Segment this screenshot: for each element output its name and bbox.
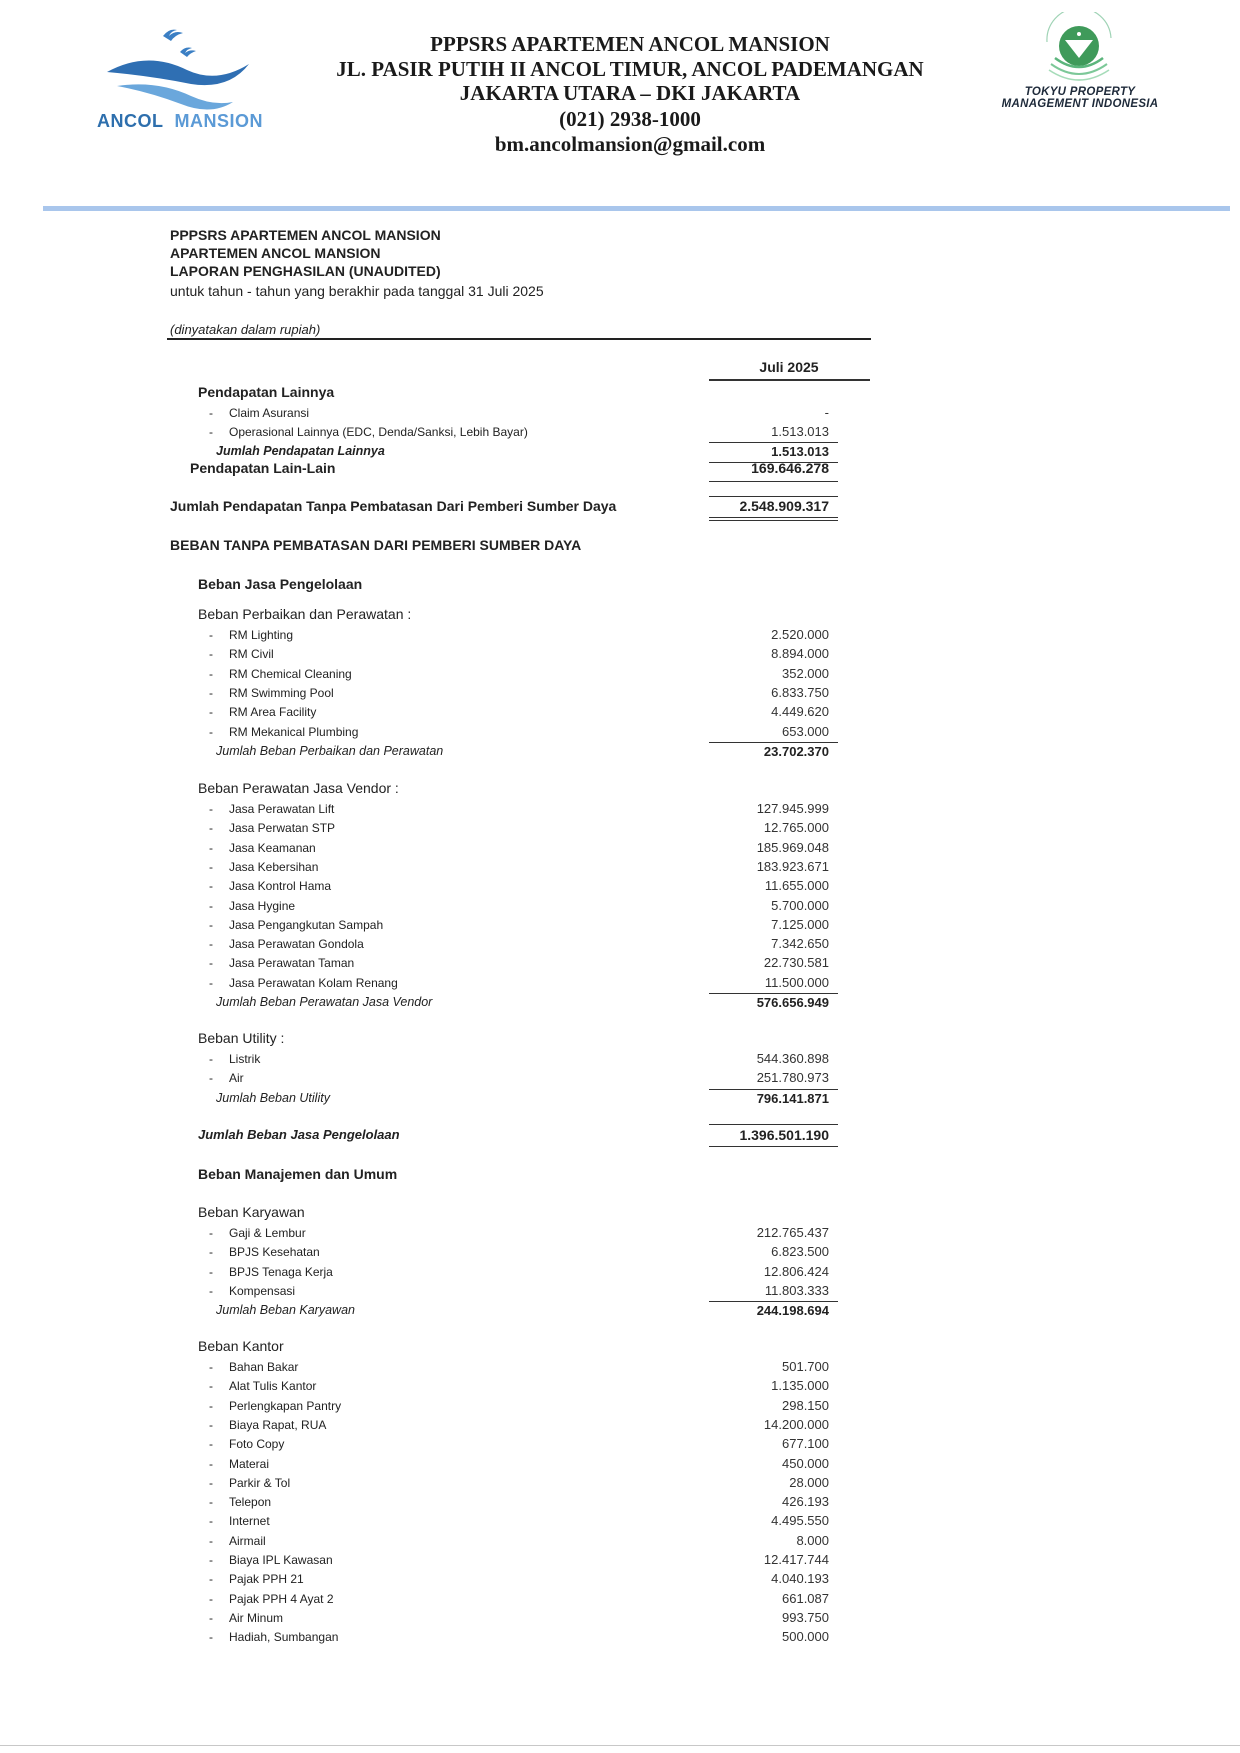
employee-item-label: BPJS Tenaga Kerja [229, 1264, 333, 1279]
office-heading [0, 1338, 1240, 1357]
bullet-dash: - [209, 1475, 213, 1490]
column-header-rule [709, 379, 870, 381]
utility-item-label: Listrik [229, 1052, 261, 1066]
vendor-item-value: 12.765.000 [763, 820, 829, 836]
unit-note: (dinyatakan dalam rupiah) [170, 322, 321, 337]
office-item-label: Telepon [229, 1495, 272, 1510]
office-item-value: 4.495.550 [771, 1513, 829, 1529]
vendor-item-value: 7.342.650 [771, 936, 829, 952]
bullet-dash: - [209, 840, 213, 855]
bullet-dash: - [209, 1553, 213, 1567]
tokyu-logo-text [975, 86, 1185, 110]
bullet-dash: - [209, 898, 213, 913]
employee-item-value: 12.806.424 [763, 1263, 829, 1279]
bullet-dash: - [209, 647, 213, 662]
double-rule [709, 520, 838, 521]
management-services-heading [0, 576, 1240, 595]
employee-item-label: BPJS Kesehatan [229, 1245, 320, 1260]
vendor-item [0, 877, 1240, 896]
vendor-heading [0, 780, 1240, 799]
repair-item-label: RM Swimming Pool [229, 685, 334, 700]
column-header: Juli 2025 [759, 359, 819, 375]
vendor-item-value: 11.655.000 [764, 878, 829, 894]
income-total-value: 2.548.909.317 [739, 498, 829, 514]
office-item [0, 1397, 1240, 1416]
office-item [0, 1416, 1240, 1435]
other-income-total-label: Jumlah Pendapatan Lainnya [216, 444, 385, 458]
employee-item [0, 1282, 1240, 1301]
vendor-item-label: Jasa Hygine [229, 898, 296, 913]
other-income-heading-label: Pendapatan Lainnya [198, 384, 335, 400]
page-bottom-edge [0, 1745, 1240, 1746]
office-item-label: Materai [229, 1456, 270, 1471]
repair-total-label: Jumlah Beban Perbaikan dan Perawatan [216, 743, 444, 758]
office-item [0, 1551, 1240, 1570]
letterhead-divider [43, 206, 1230, 211]
office-item-label: Foto Copy [229, 1437, 285, 1452]
office-item [0, 1628, 1240, 1647]
bullet-dash: - [209, 1495, 213, 1510]
bullet-dash: - [209, 1226, 213, 1240]
report-title-2: APARTEMEN ANCOL MANSION [170, 245, 381, 261]
employee-item-label: Kompensasi [229, 1283, 296, 1298]
repair-item-label: RM Area Facility [229, 705, 317, 720]
vendor-item-label: Jasa Perawatan Lift [229, 802, 335, 816]
vendor-item-label: Jasa Kontrol Hama [229, 879, 332, 894]
total-rule-top [709, 1124, 838, 1125]
expense-section-title-label: BEBAN TANPA PEMBATASAN DARI PEMBERI SUMBER DAYA [170, 537, 582, 553]
office-item-label: Internet [229, 1514, 270, 1529]
bullet-dash: - [209, 666, 213, 681]
office-item [0, 1512, 1240, 1531]
general-admin-heading [0, 1166, 1240, 1185]
office-heading-label: Beban Kantor [198, 1338, 284, 1354]
other-income-heading [0, 384, 1240, 403]
bullet-dash: - [209, 425, 213, 439]
misc-income-label: Pendapatan Lain-Lain [190, 460, 336, 476]
logo-word-ancol: ANCOL [97, 111, 164, 131]
office-item-value: 501.700 [782, 1359, 829, 1374]
office-item-value: 1.135.000 [771, 1378, 829, 1394]
utility-item [0, 1050, 1240, 1069]
vendor-total-label: Jumlah Beban Perawatan Jasa Vendor [216, 995, 433, 1009]
employee-heading-label: Beban Karyawan [198, 1204, 305, 1220]
bullet-dash: - [209, 628, 213, 642]
repair-heading [0, 606, 1240, 625]
report-title-1: PPPSRS APARTEMEN ANCOL MANSION [170, 227, 441, 243]
bullet-dash: - [209, 1533, 213, 1548]
vendor-item-value: 185.969.048 [756, 839, 829, 855]
office-item-label: Airmail [229, 1533, 266, 1548]
bullet-dash: - [209, 1360, 213, 1374]
double-rule [709, 517, 838, 518]
office-item-label: Biaya IPL Kawasan [229, 1553, 333, 1567]
management-services-total-label: Jumlah Beban Jasa Pengelolaan [198, 1127, 400, 1142]
vendor-total [0, 994, 1240, 1013]
office-item [0, 1532, 1240, 1551]
vendor-item [0, 839, 1240, 858]
org-phone: (021) 2938-1000 [559, 107, 701, 131]
bullet-dash: - [209, 1437, 213, 1452]
vendor-item-label: Jasa Perawatan Taman [229, 956, 355, 971]
bullet-dash: - [209, 802, 213, 816]
employee-item-value: 212.765.437 [756, 1225, 829, 1240]
office-item [0, 1590, 1240, 1609]
office-item-label: Parkir & Tol [229, 1475, 291, 1490]
vendor-item-label: Jasa Perawatan Kolam Renang [229, 975, 398, 990]
repair-total [0, 743, 1240, 762]
office-item-label: Bahan Bakar [229, 1360, 299, 1374]
office-item-value: 677.100 [782, 1436, 829, 1452]
office-item-value: 993.750 [782, 1609, 829, 1625]
office-item-label: Biaya Rapat, RUA [229, 1417, 327, 1432]
office-item-label: Pajak PPH 4 Ayat 2 [229, 1591, 334, 1606]
office-item-value: 28.000 [789, 1474, 829, 1490]
income-total [0, 498, 1240, 517]
utility-heading-label: Beban Utility : [198, 1030, 285, 1046]
bullet-dash: - [209, 1572, 213, 1587]
expense-section-title [0, 537, 1240, 556]
office-item [0, 1609, 1240, 1628]
vendor-item-label: Jasa Pengangkutan Sampah [229, 917, 384, 932]
office-item-value: 298.150 [782, 1397, 829, 1413]
repair-item-label: RM Lighting [229, 628, 294, 642]
repair-item [0, 626, 1240, 645]
logo-word-mansion: MANSION [174, 111, 264, 131]
income-item-label: Operasional Lainnya (EDC, Denda/Sanksi, Lebih Bayar) [229, 425, 528, 439]
bullet-dash: - [209, 1379, 213, 1394]
vendor-item [0, 974, 1240, 993]
tokyu-line-2: MANAGEMENT INDONESIA [1001, 98, 1159, 110]
subtotal-rule [709, 481, 838, 482]
repair-item-value: 653.000 [782, 723, 829, 739]
repair-heading-label: Beban Perbaikan dan Perawatan : [198, 606, 412, 622]
repair-item-label: RM Chemical Cleaning [229, 666, 352, 681]
bullet-dash: - [209, 1456, 213, 1471]
income-item [0, 404, 1240, 423]
general-admin-heading-label: Beban Manajemen dan Umum [198, 1166, 398, 1182]
bullet-dash: - [209, 859, 213, 874]
management-services-total-value: 1.396.501.190 [739, 1127, 829, 1143]
repair-item-value: 4.449.620 [771, 704, 829, 720]
office-item-label: Perlengkapan Pantry [229, 1398, 342, 1413]
employee-total-value: 244.198.694 [756, 1303, 829, 1319]
org-name: PPPSRS APARTEMEN ANCOL MANSION [430, 32, 830, 56]
office-item [0, 1358, 1240, 1377]
income-item-value: - [824, 405, 829, 420]
vendor-item [0, 819, 1240, 838]
repair-total-value: 23.702.370 [763, 743, 829, 759]
vendor-item-value: 5.700.000 [771, 897, 829, 913]
employee-item-value: 11.803.333 [764, 1282, 829, 1298]
office-item [0, 1570, 1240, 1589]
bullet-dash: - [209, 821, 213, 836]
utility-heading [0, 1030, 1240, 1049]
utility-total-value: 796.141.871 [756, 1090, 829, 1106]
employee-total [0, 1302, 1240, 1321]
office-item-value: 450.000 [782, 1455, 829, 1471]
repair-item-label: RM Civil [229, 647, 274, 662]
office-item-label: Air Minum [229, 1610, 284, 1625]
vendor-item-label: Jasa Perawatan Gondola [229, 937, 364, 952]
bullet-dash: - [209, 937, 213, 952]
bullet-dash: - [209, 705, 213, 720]
vendor-item [0, 954, 1240, 973]
total-rule-bottom [709, 1146, 838, 1147]
org-city: JAKARTA UTARA – DKI JAKARTA [459, 81, 801, 105]
office-item-label: Hadiah, Sumbangan [229, 1630, 339, 1645]
office-item-value: 14.200.000 [763, 1416, 829, 1432]
bullet-dash: - [209, 1630, 213, 1645]
org-email: bm.ancolmansion@gmail.com [494, 132, 766, 156]
bullet-dash: - [209, 1417, 213, 1432]
office-item-value: 4.040.193 [771, 1571, 829, 1587]
bullet-dash: - [209, 1283, 213, 1298]
vendor-item [0, 897, 1240, 916]
office-item-label: Pajak PPH 21 [229, 1572, 304, 1587]
bullet-dash: - [209, 1591, 213, 1606]
bullet-dash: - [209, 1052, 213, 1066]
utility-item-value: 544.360.898 [756, 1051, 829, 1066]
misc-income-value: 169.646.278 [751, 460, 829, 476]
repair-item [0, 723, 1240, 742]
employee-item [0, 1224, 1240, 1243]
employee-item [0, 1263, 1240, 1282]
bullet-dash: - [209, 1610, 213, 1625]
header-rule [167, 338, 871, 340]
vendor-item-value: 7.125.000 [771, 916, 829, 932]
bullet-dash: - [209, 1514, 213, 1529]
income-item-value: 1.513.013 [771, 424, 829, 439]
office-item [0, 1493, 1240, 1512]
bullet-dash: - [209, 1071, 213, 1086]
bullet-dash: - [209, 1245, 213, 1260]
repair-item-value: 352.000 [782, 665, 829, 681]
report-title-3: LAPORAN PENGHASILAN (UNAUDITED) [170, 263, 441, 279]
misc-income [0, 460, 1240, 479]
bullet-dash: - [209, 917, 213, 932]
bullet-dash: - [209, 975, 213, 990]
office-item-value: 661.087 [782, 1590, 829, 1606]
bullet-dash: - [209, 724, 213, 739]
utility-item-label: Air [229, 1071, 244, 1086]
office-item-value: 500.000 [782, 1629, 829, 1645]
repair-item [0, 684, 1240, 703]
vendor-item-label: Jasa Keamanan [229, 840, 316, 855]
bullet-dash: - [209, 1398, 213, 1413]
vendor-item [0, 916, 1240, 935]
vendor-item-value: 127.945.999 [756, 801, 829, 816]
income-total-label: Jumlah Pendapatan Tanpa Pembatasan Dari Pemberi Sumber Daya [170, 498, 617, 514]
vendor-item-value: 183.923.671 [756, 858, 829, 874]
vendor-item [0, 858, 1240, 877]
office-item-value: 12.417.744 [763, 1552, 829, 1567]
vendor-item [0, 800, 1240, 819]
tokyu-logo-icon [1037, 12, 1122, 84]
repair-item-label: RM Mekanical Plumbing [229, 724, 359, 739]
employee-item-value: 6.823.500 [771, 1244, 829, 1260]
repair-item [0, 665, 1240, 684]
repair-item [0, 703, 1240, 722]
employee-item-label: Gaji & Lembur [229, 1226, 306, 1240]
vendor-item [0, 935, 1240, 954]
office-item-value: 8.000 [796, 1532, 829, 1548]
bullet-dash: - [209, 406, 213, 420]
office-item [0, 1435, 1240, 1454]
bullet-dash: - [209, 879, 213, 894]
repair-item-value: 6.833.750 [771, 684, 829, 700]
bullet-dash: - [209, 685, 213, 700]
repair-item-value: 2.520.000 [771, 627, 829, 642]
office-item-value: 426.193 [782, 1494, 829, 1510]
vendor-item-value: 22.730.581 [763, 955, 829, 971]
utility-item-value: 251.780.973 [756, 1070, 829, 1086]
other-income-total-value: 1.513.013 [771, 444, 829, 459]
vendor-item-label: Jasa Kebersihan [229, 859, 319, 874]
tokyu-line-1: TOKYU PROPERTY [1024, 86, 1136, 98]
org-address: JL. PASIR PUTIH II ANCOL TIMUR, ANCOL PADEMANGAN [336, 57, 924, 81]
management-services-heading-label: Beban Jasa Pengelolaan [198, 576, 363, 592]
employee-heading [0, 1204, 1240, 1223]
office-item-label: Alat Tulis Kantor [229, 1379, 317, 1394]
employee-total-label: Jumlah Beban Karyawan [216, 1303, 355, 1318]
utility-item [0, 1069, 1240, 1088]
total-rule-top [709, 496, 838, 497]
utility-total [0, 1090, 1240, 1109]
repair-item [0, 645, 1240, 664]
office-item [0, 1455, 1240, 1474]
income-item [0, 423, 1240, 442]
vendor-item-value: 11.500.000 [764, 974, 829, 990]
office-item [0, 1474, 1240, 1493]
vendor-heading-label: Beban Perawatan Jasa Vendor : [198, 780, 399, 796]
vendor-item-label: Jasa Perwatan STP [229, 821, 336, 836]
income-item-label: Claim Asuransi [229, 406, 310, 420]
office-item [0, 1377, 1240, 1396]
repair-item-value: 8.894.000 [771, 646, 829, 662]
bullet-dash: - [209, 1264, 213, 1279]
utility-total-label: Jumlah Beban Utility [216, 1090, 330, 1105]
ancol-mansion-logo-text [97, 111, 263, 132]
employee-item [0, 1243, 1240, 1262]
report-period: untuk tahun - tahun yang berakhir pada tanggal 31 Juli 2025 [170, 283, 544, 299]
vendor-total-value: 576.656.949 [756, 995, 829, 1010]
bullet-dash: - [209, 956, 213, 971]
management-services-total [0, 1127, 1240, 1146]
